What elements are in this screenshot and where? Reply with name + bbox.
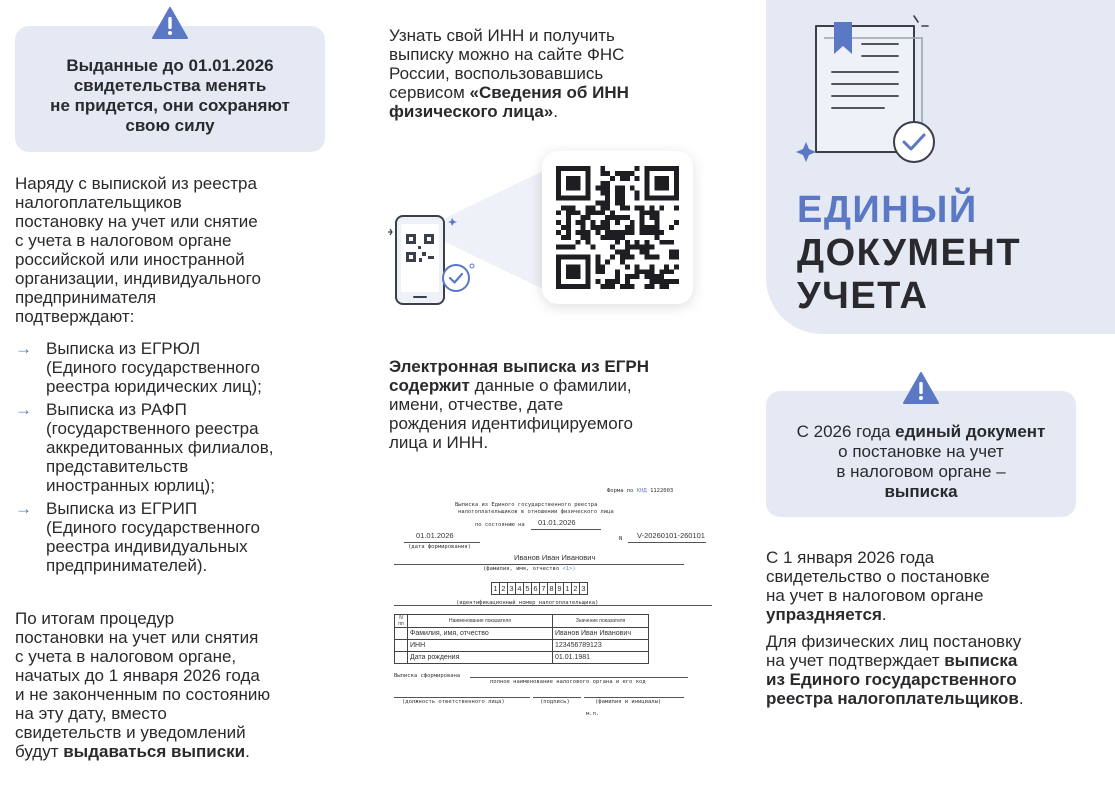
inn-digit: 7 xyxy=(539,582,548,595)
final-paragraph: По итогам процедур постановки на учет или снятия с учета в налоговом органе, начатых до 1 января 2026 года и не законченным по состоянию на эту дату, вместо свидетельств и уведомлений будут выдаваться выписки. xyxy=(15,609,271,761)
intro-paragraph: Наряду с выпиской из реестра налогоплательщиков постановку на учет или снятие с учета в налоговом органе российской или иностранной организации, индивидуального предпринимателя подтверждают: xyxy=(15,174,261,326)
inn-paragraph: Узнать свой ИНН и получить выписку можно на сайте ФНС России, воспользовавшись сервисом «Сведения об ИНН физического лица». xyxy=(389,26,629,121)
list-item: → Выписка из ЕГРИП (Единого государственного реестра индивидуальных предпринимателей). xyxy=(15,499,260,575)
inn-digit-boxes xyxy=(492,582,588,595)
list-item: → Выписка из РАФП (государственного реестра аккредитованных филиалов, представительств иностранных юрлиц); xyxy=(15,400,274,495)
phone-icon xyxy=(386,212,478,312)
inn-digit: 9 xyxy=(555,582,564,595)
warning-icon xyxy=(903,372,939,404)
inn-digit: 2 xyxy=(499,582,508,595)
inn-digit: 1 xyxy=(491,582,500,595)
abolish-paragraph: С 1 января 2026 года свидетельство о постановке на учет в налоговом органе упраздняется. xyxy=(766,548,990,624)
form-fio: Иванов Иван Иванович xyxy=(514,553,596,562)
inn-digit: 4 xyxy=(515,582,524,595)
form-title: Выписка из Единого государственного реестра xyxy=(455,502,598,508)
title-line-1: ЕДИНЫЙ xyxy=(797,189,978,231)
info-box xyxy=(766,391,1076,517)
inn-digit: 2 xyxy=(571,582,580,595)
table-row: Фамилия, имя, отчество Иванов Иван Иванович xyxy=(395,628,649,640)
warning-box xyxy=(15,26,325,152)
warning-text: Выданные до 01.01.2026 свидетельства менять не придется, они сохраняют свою силу xyxy=(50,56,290,135)
inn-digit: 3 xyxy=(579,582,588,595)
arrow-right-icon: → xyxy=(15,339,32,358)
list-item: → Выписка из ЕГРЮЛ (Единого государственного реестра юридических лиц); xyxy=(15,339,262,396)
title-line-2: ДОКУМЕНТ xyxy=(797,232,1022,274)
sample-statement-form: Форма по КНД 1122003 Выписка из Единого государственного реестра налогоплательщиков в отношении физического лица по состоянию на 01.01.2026 01.01.2026 (дата формирования) N V-20260101-260101 Иванов Иван Иванович (фамилия, имя, отчество <1>) 1 2 3 4 5 6 7 8 9 1 2 3 (идентификационный номер налогоплательщика) N пп Наименование показателя Значение показателя Фамилия, имя, отчество Иванов Иван Иванович ИНН 123456789123 Дата рождения 01.01.1981 Выписка сформирована полное наименование налогового органа и его код (должность ответственного лица) (подпись) (фамилия и инициалы) м.п. xyxy=(388,485,718,725)
inn-digit: 5 xyxy=(523,582,532,595)
arrow-right-icon: → xyxy=(15,499,32,518)
arrow-right-icon: → xyxy=(15,400,32,419)
form-table: N пп Наименование показателя Значение показателя Фамилия, имя, отчество Иванов Иван Иванович ИНН 123456789123 Дата рождения 01.01.1981 xyxy=(394,614,649,664)
service-link: «Сведения об ИНН xyxy=(469,83,629,102)
document-icon xyxy=(794,12,944,167)
individuals-paragraph: Для физических лиц постановку на учет подтверждает выписка из Единого государственного реестра налогоплательщиков. xyxy=(766,632,1024,708)
inn-digit: 3 xyxy=(507,582,516,595)
table-row: ИНН 123456789123 xyxy=(395,640,649,652)
qr-code-card[interactable] xyxy=(542,151,693,304)
warning-icon xyxy=(152,7,188,39)
registry-list xyxy=(15,339,325,579)
inn-digit: 6 xyxy=(531,582,540,595)
egrn-paragraph: Электронная выписка из ЕГРН содержит данные о фамилии, имени, отчестве, дате рождения идентифицируемого лица и ИНН. xyxy=(389,357,649,452)
table-row: Дата рождения 01.01.1981 xyxy=(395,652,649,664)
inn-digit: 1 xyxy=(563,582,572,595)
info-box-text: С 2026 года единый документ о постановке на учет в налоговом органе – выписка xyxy=(796,422,1046,501)
qr-code[interactable] xyxy=(555,166,680,289)
inn-digit: 8 xyxy=(547,582,556,595)
title-line-3: УЧЕТА xyxy=(797,275,929,317)
